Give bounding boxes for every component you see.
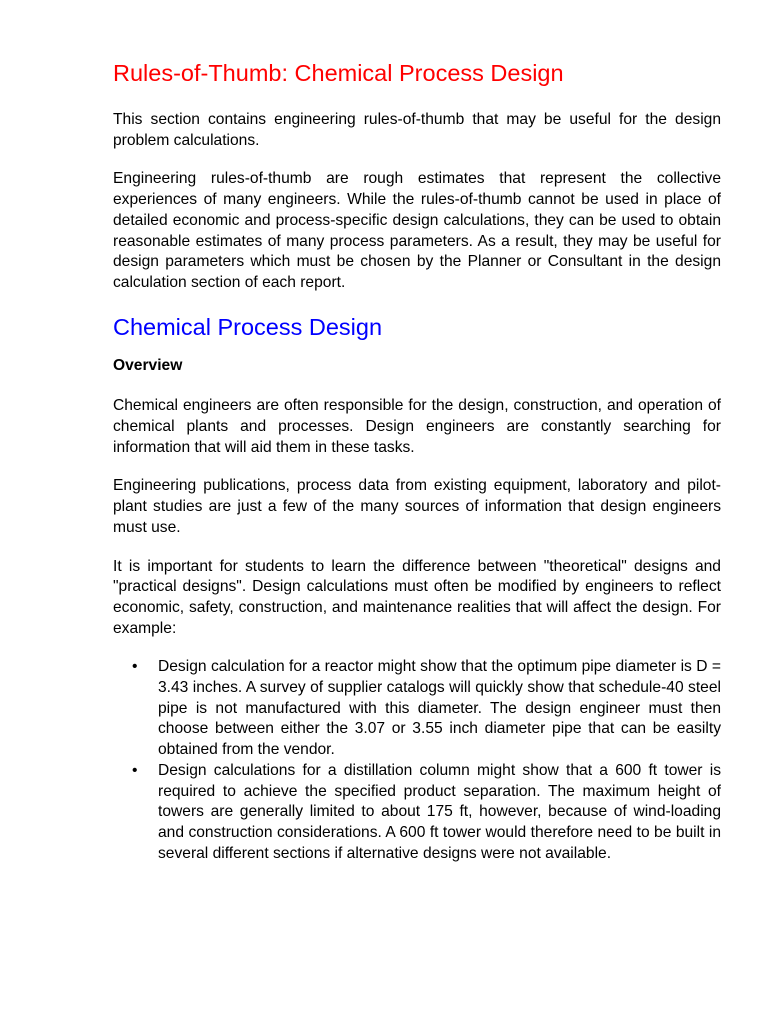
intro-paragraph-2: Engineering rules-of-thumb are rough estimates that represent the collective experiences of many engineers. While the rules-of-thumb cannot be used in place of detailed economic and process-specific design calculations, they can be used to obtain reasonable estimates of many process parameters. As a result, they may be useful for design parameters which must be chosen by the Planner or Consultant in the design calculation section of each report. bbox=[113, 170, 721, 291]
examples-list bbox=[113, 657, 721, 864]
list-item bbox=[113, 657, 721, 761]
list-item-text: Design calculation for a reactor might show that the optimum pipe diameter is D = 3.43 inches. A survey of supplier catalogs will quickly show that schedule-40 steel pipe is not manufactured with this diameter. The design engineer must then choose between either the 3.07 or 3.55 inch diameter pipe that can be easilty obtained from the vendor. bbox=[158, 658, 721, 759]
bullet-icon: • bbox=[132, 658, 138, 676]
list-item bbox=[113, 761, 721, 865]
list-item-text: Design calculations for a distillation column might show that a 600 ft tower is required to achieve the specified product separation. The maximum height of towers are generally limited to about 175 ft, however, because of wind-loading and construction considerations. A 600 ft tower would therefore need to be built in several different sections if alternative designs were not available. bbox=[158, 761, 721, 862]
overview-paragraph-2: Engineering publications, process data from existing equipment, laboratory and pilot-plant studies are just a few of the many sources of information that design engineers must use. bbox=[113, 477, 721, 536]
section-heading: Chemical Process Design bbox=[113, 313, 383, 340]
bullet-icon: • bbox=[132, 761, 138, 779]
document-page bbox=[113, 58, 721, 864]
overview-paragraph-3: It is important for students to learn the difference between "theoretical" designs and "practical designs". Design calculations must often be modified by engineers to reflect economic, safety, construction, and maintenance realities that will affect the design. For example: bbox=[113, 557, 721, 637]
page-title: Rules-of-Thumb: Chemical Process Design bbox=[113, 60, 564, 86]
overview-subheading: Overview bbox=[113, 356, 183, 374]
intro-paragraph-1: This section contains engineering rules-of-thumb that may be useful for the design problem calculations. bbox=[113, 111, 721, 149]
overview-paragraph-1: Chemical engineers are often responsible for the design, construction, and operation of chemical plants and processes. Design engineers are constantly searching for information that will aid them in these tasks. bbox=[113, 397, 721, 456]
